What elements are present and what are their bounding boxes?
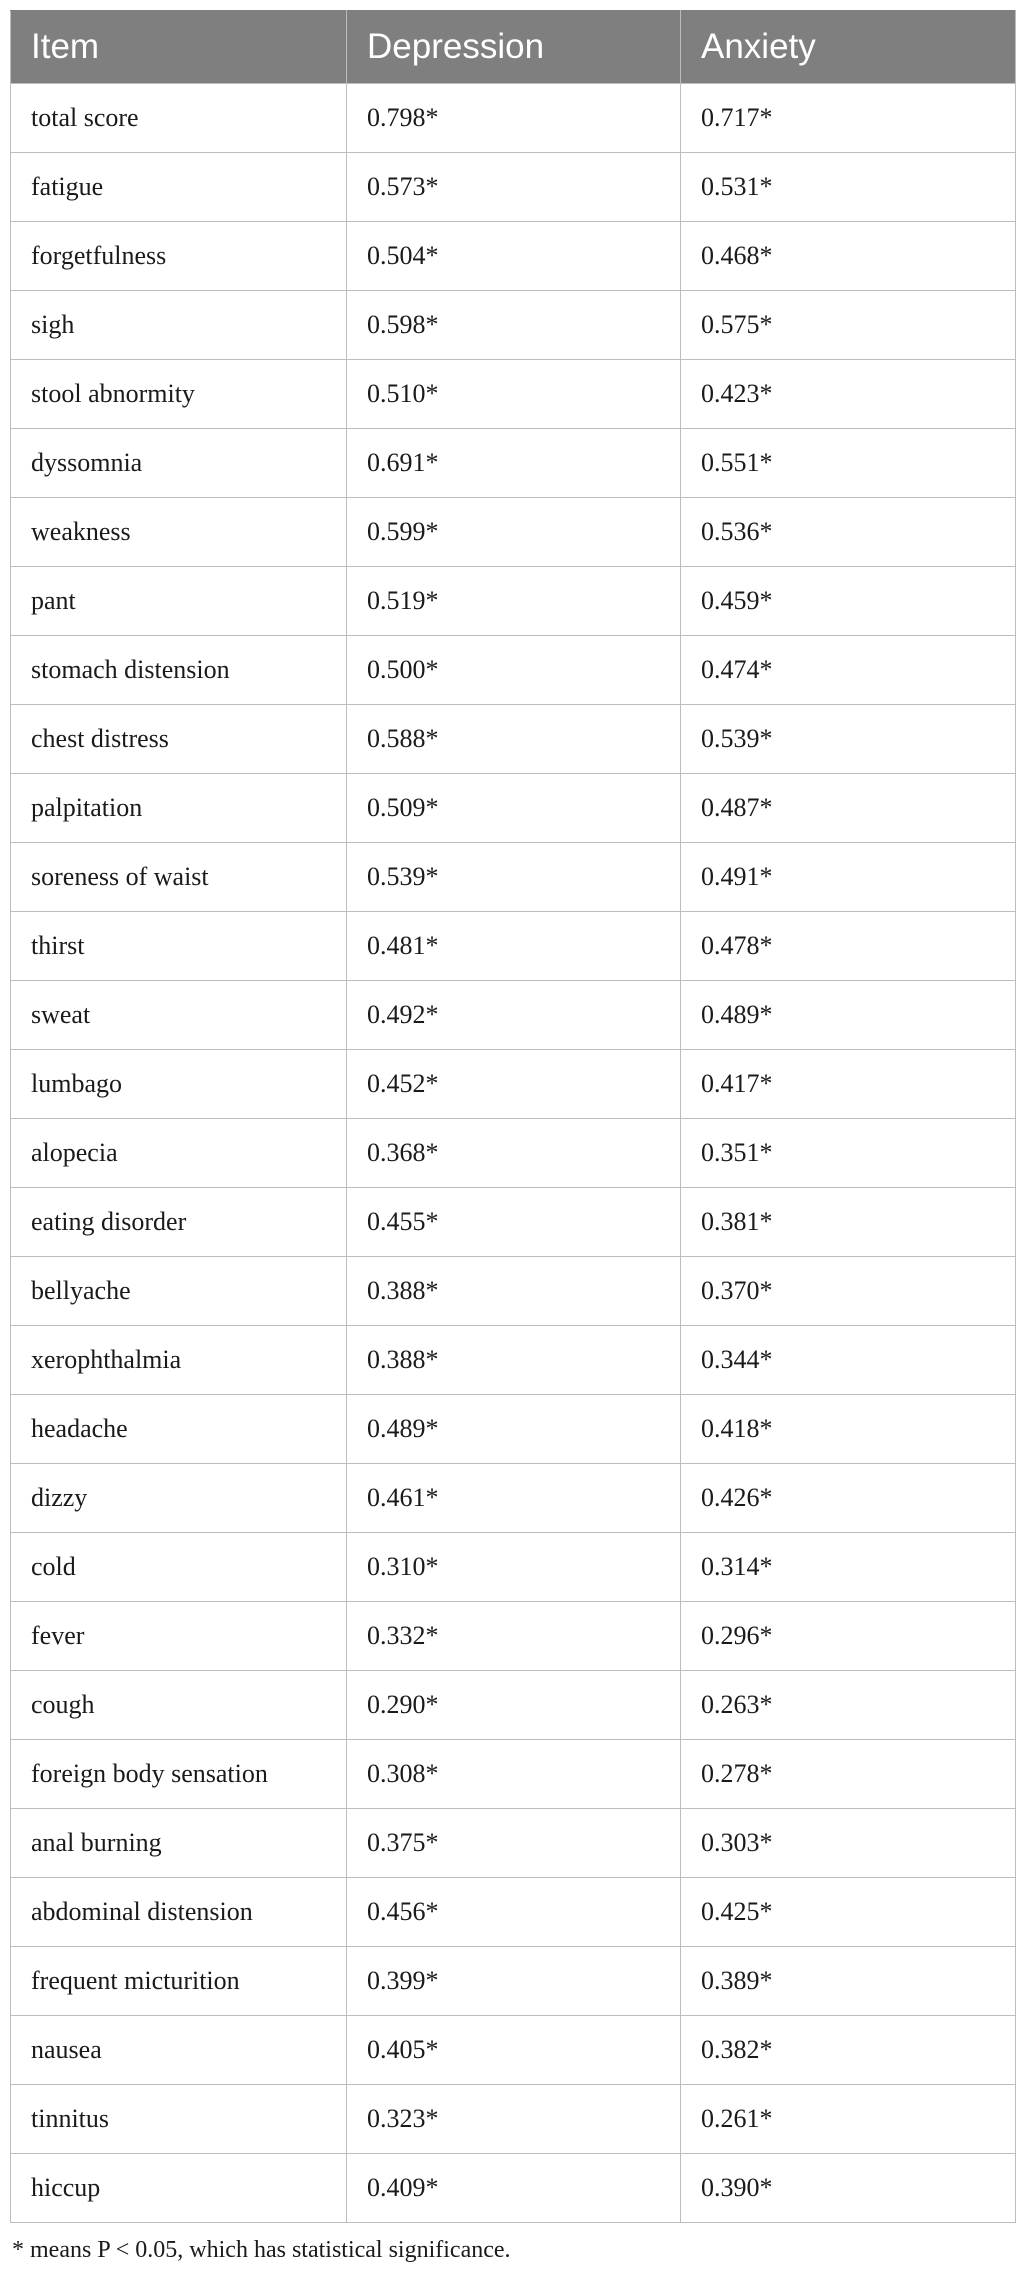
depression-cell: 0.375* [347,1809,681,1878]
table-row [11,1602,1016,1671]
item-cell: fever [11,1602,347,1671]
table-row [11,981,1016,1050]
item-cell: cough [11,1671,347,1740]
item-cell: bellyache [11,1257,347,1326]
anxiety-cell: 0.296* [681,1602,1016,1671]
depression-cell: 0.481* [347,912,681,981]
anxiety-cell: 0.531* [681,153,1016,222]
table-row [11,2016,1016,2085]
depression-cell: 0.461* [347,1464,681,1533]
depression-cell: 0.399* [347,1947,681,2016]
anxiety-cell: 0.474* [681,636,1016,705]
table-row [11,1878,1016,1947]
depression-cell: 0.332* [347,1602,681,1671]
table-row [11,1050,1016,1119]
anxiety-cell: 0.536* [681,498,1016,567]
depression-cell: 0.504* [347,222,681,291]
header-row [11,11,1016,84]
depression-cell: 0.539* [347,843,681,912]
anxiety-cell: 0.382* [681,2016,1016,2085]
anxiety-cell: 0.390* [681,2154,1016,2223]
depression-cell: 0.452* [347,1050,681,1119]
anxiety-cell: 0.278* [681,1740,1016,1809]
item-cell: headache [11,1395,347,1464]
table-row [11,1533,1016,1602]
table-row [11,912,1016,981]
anxiety-cell: 0.491* [681,843,1016,912]
item-cell: stool abnormity [11,360,347,429]
table-row [11,360,1016,429]
table-row [11,1395,1016,1464]
anxiety-cell: 0.423* [681,360,1016,429]
item-cell: foreign body sensation [11,1740,347,1809]
table-row [11,291,1016,360]
depression-cell: 0.798* [347,84,681,153]
anxiety-cell: 0.389* [681,1947,1016,2016]
depression-cell: 0.691* [347,429,681,498]
depression-cell: 0.588* [347,705,681,774]
item-cell: stomach distension [11,636,347,705]
anxiety-cell: 0.551* [681,429,1016,498]
anxiety-cell: 0.314* [681,1533,1016,1602]
anxiety-cell: 0.381* [681,1188,1016,1257]
anxiety-cell: 0.425* [681,1878,1016,1947]
depression-cell: 0.405* [347,2016,681,2085]
anxiety-cell: 0.489* [681,981,1016,1050]
table-row [11,1119,1016,1188]
item-cell: eating disorder [11,1188,347,1257]
table-row [11,1464,1016,1533]
anxiety-cell: 0.487* [681,774,1016,843]
anxiety-cell: 0.344* [681,1326,1016,1395]
table-row [11,1740,1016,1809]
depression-cell: 0.573* [347,153,681,222]
item-cell: chest distress [11,705,347,774]
table-row [11,843,1016,912]
table-row [11,1671,1016,1740]
item-cell: palpitation [11,774,347,843]
item-cell: thirst [11,912,347,981]
table-row [11,222,1016,291]
anxiety-cell: 0.468* [681,222,1016,291]
table-row [11,1947,1016,2016]
anxiety-cell: 0.418* [681,1395,1016,1464]
depression-cell: 0.409* [347,2154,681,2223]
table-row [11,153,1016,222]
depression-cell: 0.489* [347,1395,681,1464]
anxiety-cell: 0.478* [681,912,1016,981]
item-cell: nausea [11,2016,347,2085]
table-row [11,84,1016,153]
depression-cell: 0.456* [347,1878,681,1947]
anxiety-cell: 0.575* [681,291,1016,360]
anxiety-cell: 0.539* [681,705,1016,774]
depression-cell: 0.310* [347,1533,681,1602]
table-body [11,84,1016,2223]
item-cell: fatigue [11,153,347,222]
item-cell: cold [11,1533,347,1602]
correlation-table [10,10,1016,2223]
item-cell: hiccup [11,2154,347,2223]
table-footnote: * means P < 0.05, which has statistical significance. [12,2237,511,2263]
depression-cell: 0.509* [347,774,681,843]
depression-cell: 0.368* [347,1119,681,1188]
item-cell: dyssomnia [11,429,347,498]
depression-cell: 0.500* [347,636,681,705]
anxiety-cell: 0.417* [681,1050,1016,1119]
table-row [11,498,1016,567]
item-cell: alopecia [11,1119,347,1188]
depression-cell: 0.290* [347,1671,681,1740]
depression-cell: 0.323* [347,2085,681,2154]
item-cell: anal burning [11,1809,347,1878]
anxiety-cell: 0.370* [681,1257,1016,1326]
depression-cell: 0.388* [347,1257,681,1326]
item-cell: weakness [11,498,347,567]
correlation-table-container [10,10,1015,2223]
anxiety-cell: 0.303* [681,1809,1016,1878]
anxiety-cell: 0.717* [681,84,1016,153]
table-header [11,11,1016,84]
table-row [11,2085,1016,2154]
item-cell: sigh [11,291,347,360]
depression-cell: 0.598* [347,291,681,360]
table-row [11,429,1016,498]
table-row [11,636,1016,705]
table-row [11,774,1016,843]
table-row [11,567,1016,636]
item-cell: abdominal distension [11,1878,347,1947]
item-cell: xerophthalmia [11,1326,347,1395]
table-row [11,2154,1016,2223]
anxiety-cell: 0.263* [681,1671,1016,1740]
table-row [11,1809,1016,1878]
item-cell: dizzy [11,1464,347,1533]
item-cell: pant [11,567,347,636]
table-row [11,705,1016,774]
depression-cell: 0.599* [347,498,681,567]
depression-cell: 0.455* [347,1188,681,1257]
item-cell: total score [11,84,347,153]
item-cell: frequent micturition [11,1947,347,2016]
depression-cell: 0.510* [347,360,681,429]
item-cell: lumbago [11,1050,347,1119]
header-anxiety: Anxiety [681,11,1016,84]
anxiety-cell: 0.351* [681,1119,1016,1188]
anxiety-cell: 0.426* [681,1464,1016,1533]
table-row [11,1188,1016,1257]
depression-cell: 0.388* [347,1326,681,1395]
header-item: Item [11,11,347,84]
item-cell: sweat [11,981,347,1050]
table-row [11,1257,1016,1326]
item-cell: soreness of waist [11,843,347,912]
depression-cell: 0.492* [347,981,681,1050]
depression-cell: 0.308* [347,1740,681,1809]
depression-cell: 0.519* [347,567,681,636]
anxiety-cell: 0.261* [681,2085,1016,2154]
anxiety-cell: 0.459* [681,567,1016,636]
item-cell: forgetfulness [11,222,347,291]
table-row [11,1326,1016,1395]
item-cell: tinnitus [11,2085,347,2154]
header-depression: Depression [347,11,681,84]
